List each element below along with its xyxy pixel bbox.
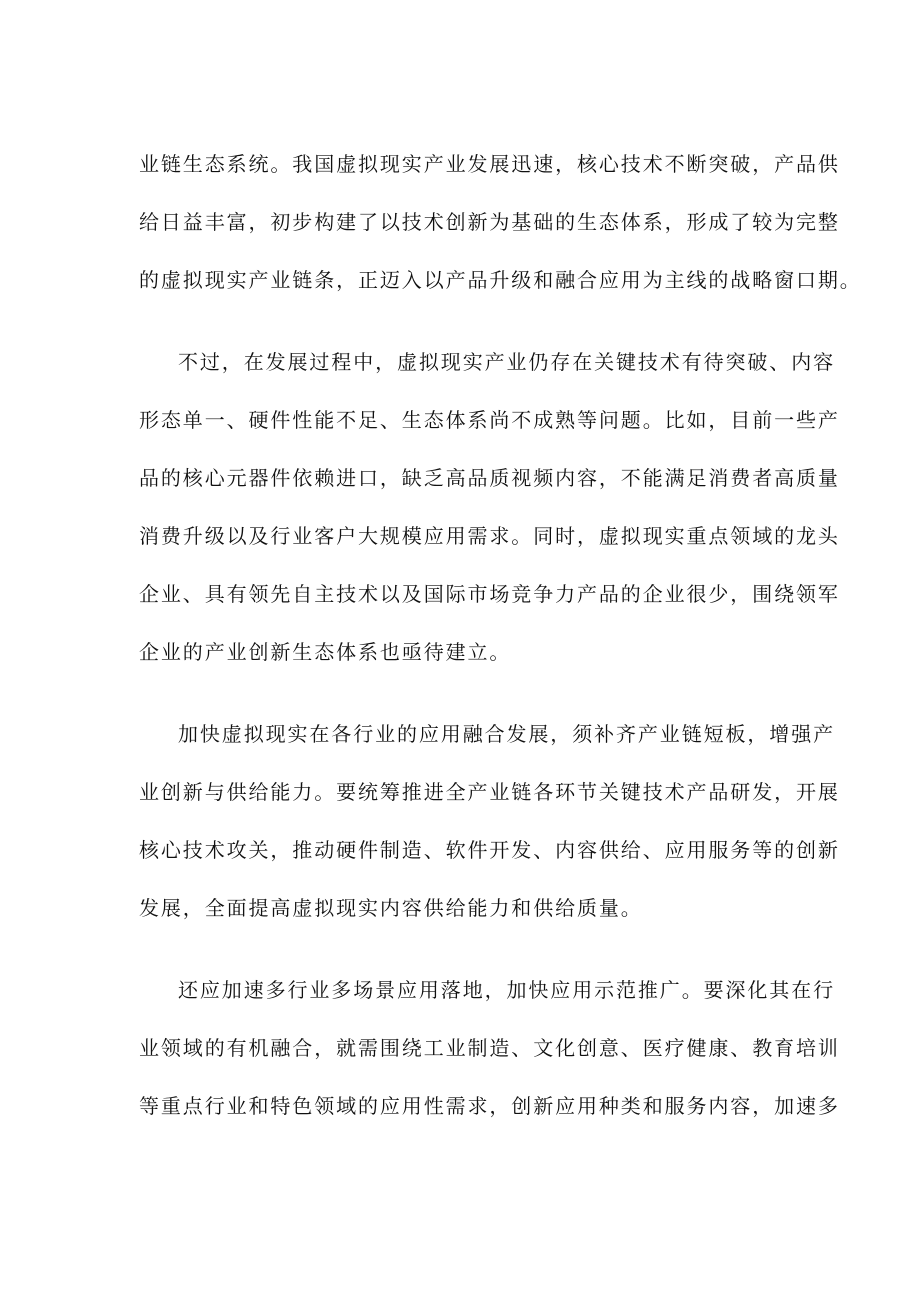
- paragraph-1-line-2: 给日益丰富，初步构建了以技术创新为基础的生态体系，形成了较为完整: [139, 210, 840, 234]
- paragraph-2-line-2: 形态单一、硬件性能不足、生态体系尚不成熟等问题。比如，目前一些产: [139, 408, 840, 432]
- paragraph-3-line-3: 核心技术攻关，推动硬件制造、软件开发、内容供给、应用服务等的创新: [139, 838, 840, 862]
- paragraph-3-line-2: 业创新与供给能力。要统筹推进全产业链各环节关键技术产品研发，开展: [139, 780, 840, 804]
- paragraph-4-line-1: 还应加速多行业多场景应用落地，加快应用示范推广。要深化其在行: [178, 978, 835, 1002]
- paragraph-2-line-5: 企业、具有领先自主技术以及国际市场竞争力产品的企业很少，围绕领军: [139, 582, 840, 606]
- paragraph-2-line-6: 企业的产业创新生态体系也亟待建立。: [139, 640, 512, 664]
- paragraph-3-line-4: 发展，全面提高虚拟现实内容供给能力和供给质量。: [139, 896, 643, 920]
- paragraph-2-line-1: 不过，在发展过程中，虚拟现实产业仍存在关键技术有待突破、内容: [178, 350, 835, 374]
- paragraph-1-line-3: 的虚拟现实产业链条，正迈入以产品升级和融合应用为主线的战略窗口期。: [139, 268, 862, 292]
- paragraph-2-line-4: 消费升级以及行业客户大规模应用需求。同时，虚拟现实重点领域的龙头: [139, 524, 840, 548]
- paragraph-1-line-1: 业链生态系统。我国虚拟现实产业发展迅速，核心技术不断突破，产品供: [139, 152, 840, 176]
- paragraph-4-line-2: 业领域的有机融合，就需围绕工业制造、文化创意、医疗健康、教育培训: [139, 1036, 840, 1060]
- paragraph-3-line-1: 加快虚拟现实在各行业的应用融合发展，须补齐产业链短板，增强产: [178, 722, 835, 746]
- paragraph-2-line-3: 品的核心元器件依赖进口，缺乏高品质视频内容，不能满足消费者高质量: [139, 466, 840, 490]
- paragraph-4-line-3: 等重点行业和特色领域的应用性需求，创新应用种类和服务内容，加速多: [139, 1094, 840, 1118]
